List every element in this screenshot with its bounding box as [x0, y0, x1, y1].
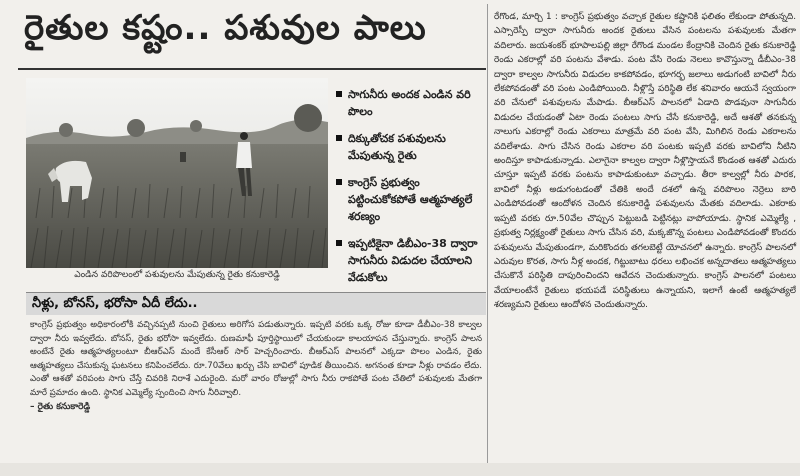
square-bullet-icon	[336, 179, 342, 185]
headline-rule	[18, 68, 486, 70]
quote-byline: – రైతు కనుకారెడ్డి	[30, 402, 91, 412]
column-divider	[487, 4, 488, 470]
right-column-text: రేగొండ, మార్చి 1 : కాంగ్రెస్ ప్రభుత్వం వచ్చాక రైతుల కష్టానికి ఫలితం లేకుండా పోతున్నది. ఎస్సారెస్పీ ద్వారా సాగునీరు అందక రైతులు వేసిన పంటలను పశువులకు మేతగా వదిలారు. జయశంకర్ భూపాలపల్లి జిల్లా రేగొండ మండల కేంద్రానికి చెందిన రైతు కనుకారెడ్డి రెండు ఎకరాల్లో వరి పంటను వేశాడు. పంట వేసి రెండు నెలలు కావొస్తున్నా డీబీఎం-38 ద్వారా కాల్వల సాగునీరు విడుదల కాకపోవడం, భూగర్భ జలాలు అడుగంటి బావిలో నీరు లేకపోవడంతో వరి పంట ఎండిపోయింది. నీళ్లొస్తే పరిస్థితి లేక శనివారం ఆయనే స్వయంగా వరి చేనులో పశువులను మేపాడు. బీఆర్ఎస్ పాలనలో ఏడాది పొడవునా సాగునీరు విడుదల చేయడంతో ఏటా రెండు పంటలు సాగు చేసే కనుకారెడ్డి, అదే ఆశతో తనకున్న నాలుగు ఎకరాల్లో రెండు ఎకరాలు మాత్రమే వరి పంట వేసి, మిగిలిన రెండు ఎకరాలను వదిలేశాడు. సాగు చేసిన రెండు ఎకరాల వరి పంటకు ఇప్పటి వరకు బావిలోని నీటిని అందిస్తూ కాపాడుకున్నాడు. ఎలాగైనా కాల్వల ద్వారా నీళ్లొస్తాయనే కొండంత ఆశతో ఎదురు చూస్తూ ఇప్పటి వరకు పంటను కాపాడుకుంటూ వచ్చాడు. తీరా కాల్వల్లో నీరు పారక, బావిలో నీళ్లు అడుగంటడంతో చేతికి అందే దశలో ఉన్న వరిపొలం నెర్రెలు బారి ఎండిపోవడంతో ఆందోళన చెందిన కనుకారెడ్డి పశువులను మేతకు వదిలాడు. ఎకరాకు ఇప్పటి వరకు రూ.50వేల చొప్పున పెట్టుబడి పెట్టినట్లు వాపోయాడు. స్థానిక ఎమ్మెల్యే , ప్రభుత్వ నిర్లక్ష్యంతో రైతులు సాగు చేసిన వరి, మక్కజొన్న పంటలు ఎండిపోవడంతో కొందరు పశువులను మేపుతుండగా, మరికొందరు తగలబెట్టే యోచనలో ఉన్నారు. కాంగ్రెస్ పాలనలో ఎరువుల కొరత, సాగు నీళ్ల అందక, గిట్టుబాటు ధరలు లభించక అన్నదాతలు ఆత్మహత్యలు చేసుకొనే పరిస్థితి దాపురించిందని ఆవేదన చెందుతున్నారు. కాంగ్రెస్ పాలనలో పంటలు వేయాలంటేనే రైతులు భయపడే పరిస్థితులు ఉన్నాయని, ఇలాగే ఉంటే ఆత్మహత్యలే శరణ్యమని రైతులు ఆందోళన చెందుతున్నారు.	[494, 12, 796, 311]
headline: రైతుల కష్టం.. పశువుల పాలు	[24, 8, 427, 48]
quote-box-body: కాంగ్రెస్ ప్రభుత్వం అధికారంలోకి వచ్చినప్పటి నుంచి రైతులు అరిగోస పడుతున్నారు. ఇప్పటి వరకు ఒక్క రోజు కూడా డీబీఎం-38 కాల్వల ద్వారా నీరు ఇవ్వలేదు. బోనస్, రైతు భరోసా ఇవ్వలేదు. రుణమాఫీ పూర్తిస్థాయిలో చేయకుండా కాలయాపన చేస్తున్నారు. కాంగ్రెస్ పాలన అంటేనే రైతు ఆత్మహత్యలంటూ బీఆర్ఎస్ మందే కేసీఆర్ సార్ హెచ్చరించారు. బీఆర్ఎస్ పాలనలో ఎక్కడా పొలం ఎండిన, రైతు ఆత్మహత్యలు చేసుకున్న ఘటనలు కనిపించలేదు. రూ.70వేలు ఖర్చు చేసి బావిలో పూడిక తీయించిన. అగనంత కూడా నీళ్లు రావడం లేదు. ఎంతో ఆశతో వరిపంట సాగు చేస్తే చివరికి నిరాశే ఎదురైంది. మరో వారం రోజుల్లో సాగు నీరు రాకపోతే పంట చేతిలో పశువులకు మేతగా మారే ప్రమాదం ఉంది. స్థానిక ఎమ్మెల్యే స్పందించి సాగు నీరివ్వాలి.	[30, 320, 482, 398]
left-article	[6, 0, 486, 476]
bullet-text: ఇప్పటికైనా డిబీఎం-38 ద్వారా సాగునీరు విడుదల చేయాలని వేడుకోలు	[348, 237, 478, 284]
square-bullet-icon	[336, 240, 342, 246]
bottom-strip	[0, 463, 800, 476]
article-photo	[26, 78, 328, 268]
square-bullet-icon	[336, 135, 342, 141]
bullet-text: కాంగ్రెస్ ప్రభుత్వం పట్టించుకోకపోతే ఆత్మహత్యలే శరణ్యం	[348, 176, 473, 223]
bullet-item	[336, 235, 486, 286]
photo-caption: ఎండిన వరిపొలంలో పశువులను మేపుతున్న రైతు కనుకారెడ్డి	[74, 270, 280, 280]
bullet-list	[336, 86, 486, 296]
quote-box-heading: నీళ్లు, బోనస్, భరోసా ఏదీ లేదు..	[26, 292, 486, 315]
bullet-item	[336, 174, 486, 225]
bullet-text: దిక్కుతోచక పశువులను మేపుతున్న రైతు	[348, 132, 446, 162]
quote-box	[26, 292, 486, 462]
bullet-text: సాగునీరు అందక ఎండిన వరి పొలం	[348, 88, 471, 118]
bullet-item	[336, 86, 486, 120]
square-bullet-icon	[336, 91, 342, 97]
bullet-item	[336, 130, 486, 164]
